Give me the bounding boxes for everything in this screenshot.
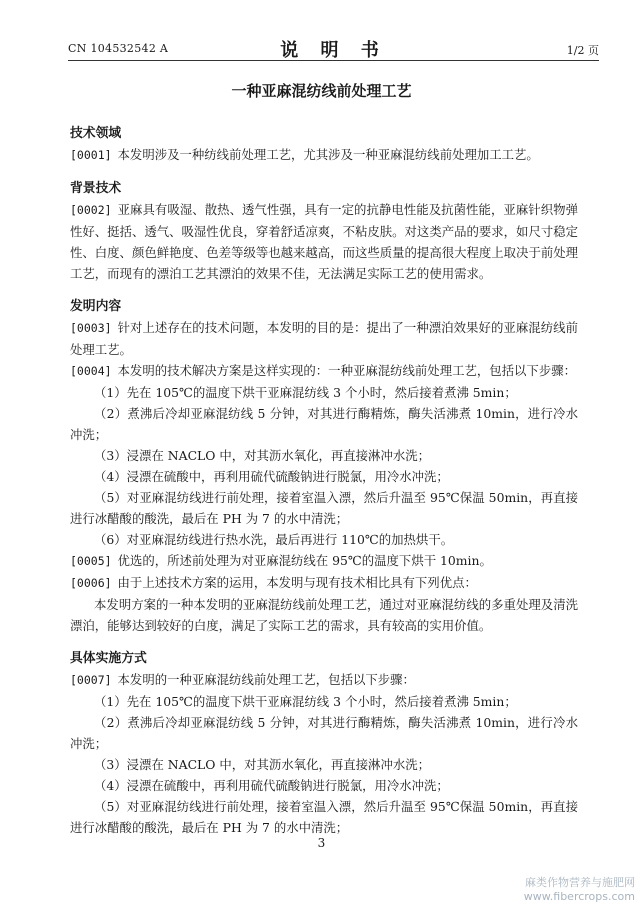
- process-step: （6）对亚麻混纺线进行热水洗，最后再进行 110℃的加热烘干。: [94, 532, 454, 547]
- process-step: （1）先在 105℃的温度下烘干亚麻混纺线 3 个小时，然后接着煮沸 5min；: [94, 385, 517, 400]
- paragraph-number: [0003]: [70, 321, 112, 335]
- paragraph-text: 针对上述存在的技术问题，本发明的目的是：提出了一种漂泊效果好的亚麻混纺线前处理工艺。: [70, 320, 578, 357]
- watermark-site-name: 麻类作物营养与施肥网: [525, 876, 635, 889]
- process-step: （3）浸漂在 NACLO 中，对其沥水氧化，再直接淋冲水洗；: [94, 757, 431, 772]
- page-indicator: 1/2 页: [566, 44, 599, 57]
- paragraph-text: 本发明涉及一种纺线前处理工艺，尤其涉及一种亚麻混纺线前处理加工工艺。: [117, 147, 539, 162]
- paragraph-number: [0001]: [70, 148, 112, 162]
- paragraph-0001: [70, 144, 578, 166]
- page-number: 3: [317, 836, 326, 850]
- section-heading-background: 背景技术: [70, 181, 122, 196]
- section-heading-field: 技术领域: [70, 126, 122, 141]
- page-header: [68, 36, 599, 61]
- paragraph-text: 亚麻具有吸湿、散热、透气性强，具有一定的抗静电性能及抗菌性能，亚麻针织物弹性好、挺括、透气、吸湿性优良，穿着舒适凉爽，不粘皮肤。对这类产品的要求，如尺寸稳定性、白度、颜色鲜艳度、色差等级等也越来越高，而这些质量的提高很大程度上取决于前处理工艺，而现有的漂泊工艺其漂泊的效果不佳，无法满足实际工艺的使用需求。: [70, 202, 579, 281]
- process-step: （2）煮沸后冷却亚麻混纺线 5 分钟，对其进行酶精炼，酶失活沸煮 10min，进行冷水冲洗；: [70, 715, 578, 751]
- document-body: [70, 123, 578, 838]
- paragraph-number: [0002]: [70, 203, 112, 217]
- paragraph-number: [0004]: [70, 364, 112, 378]
- section-heading-invention: 发明内容: [70, 299, 122, 314]
- document-title: 一种亚麻混纺线前处理工艺: [231, 82, 412, 100]
- paragraph-number: [0007]: [70, 673, 112, 687]
- paragraph-number: [0006]: [70, 576, 112, 590]
- process-step: （5）对亚麻混纺线进行前处理，接着室温入漂，然后升温至 95℃保温 50min，再直接进行冰醋酸的酸洗，最后在 PH 为 7 的水中清洗；: [70, 799, 578, 835]
- paragraph-text: 本发明的技术解决方案是这样实现的：一种亚麻混纺线前处理工艺，包括以下步骤：: [117, 363, 576, 378]
- paragraph-0006: [70, 572, 578, 594]
- process-step: （4）浸漂在硫酸中，再利用硫代硫酸钠进行脱氯，用冷水冲洗；: [94, 778, 449, 793]
- document-type: 说 明 书: [280, 40, 387, 61]
- paragraph-number: [0005]: [70, 554, 112, 568]
- paragraph-0002: [70, 199, 578, 284]
- paragraph-text: 本发明的一种亚麻混纺线前处理工艺，包括以下步骤：: [117, 672, 415, 687]
- process-step: （2）煮沸后冷却亚麻混纺线 5 分钟，对其进行酶精炼，酶失活沸煮 10min，进行冷水冲洗；: [70, 406, 578, 442]
- section-heading-embodiment: 具体实施方式: [70, 651, 147, 666]
- process-step: （3）浸漂在 NACLO 中，对其沥水氧化，再直接淋冲水洗；: [94, 448, 431, 463]
- paragraph-0003: [70, 317, 578, 360]
- process-step: （1）先在 105℃的温度下烘干亚麻混纺线 3 个小时，然后接着煮沸 5min；: [94, 694, 517, 709]
- patent-number: CN 104532542 A: [68, 42, 169, 55]
- paragraph-0005: [70, 550, 578, 572]
- process-step: （5）对亚麻混纺线进行前处理，接着室温入漂，然后升温至 95℃保温 50min，再直接进行冰醋酸的酸洗，最后在 PH 为 7 的水中清洗；: [70, 490, 578, 526]
- process-step: （4）浸漂在硫酸中，再利用硫代硫酸钠进行脱氯，用冷水冲洗；: [94, 469, 449, 484]
- paragraph-0004: [70, 360, 578, 382]
- paragraph-0006-continuation: 本发明方案的一种本发明的亚麻混纺线前处理工艺，通过对亚麻混纺线的多重处理及清洗漂泊，能够达到较好的白度，满足了实际工艺的需求，具有较高的实用价值。: [70, 597, 578, 633]
- paragraph-text: 优选的，所述前处理为对亚麻混纺线在 95℃的温度下烘干 10min。: [117, 553, 492, 568]
- paragraph-text: 由于上述技术方案的运用，本发明与现有技术相比具有下列优点：: [117, 575, 477, 590]
- watermark-url: www.fibercrops.com: [523, 890, 635, 903]
- site-watermark: [524, 876, 635, 904]
- paragraph-0007: [70, 669, 578, 691]
